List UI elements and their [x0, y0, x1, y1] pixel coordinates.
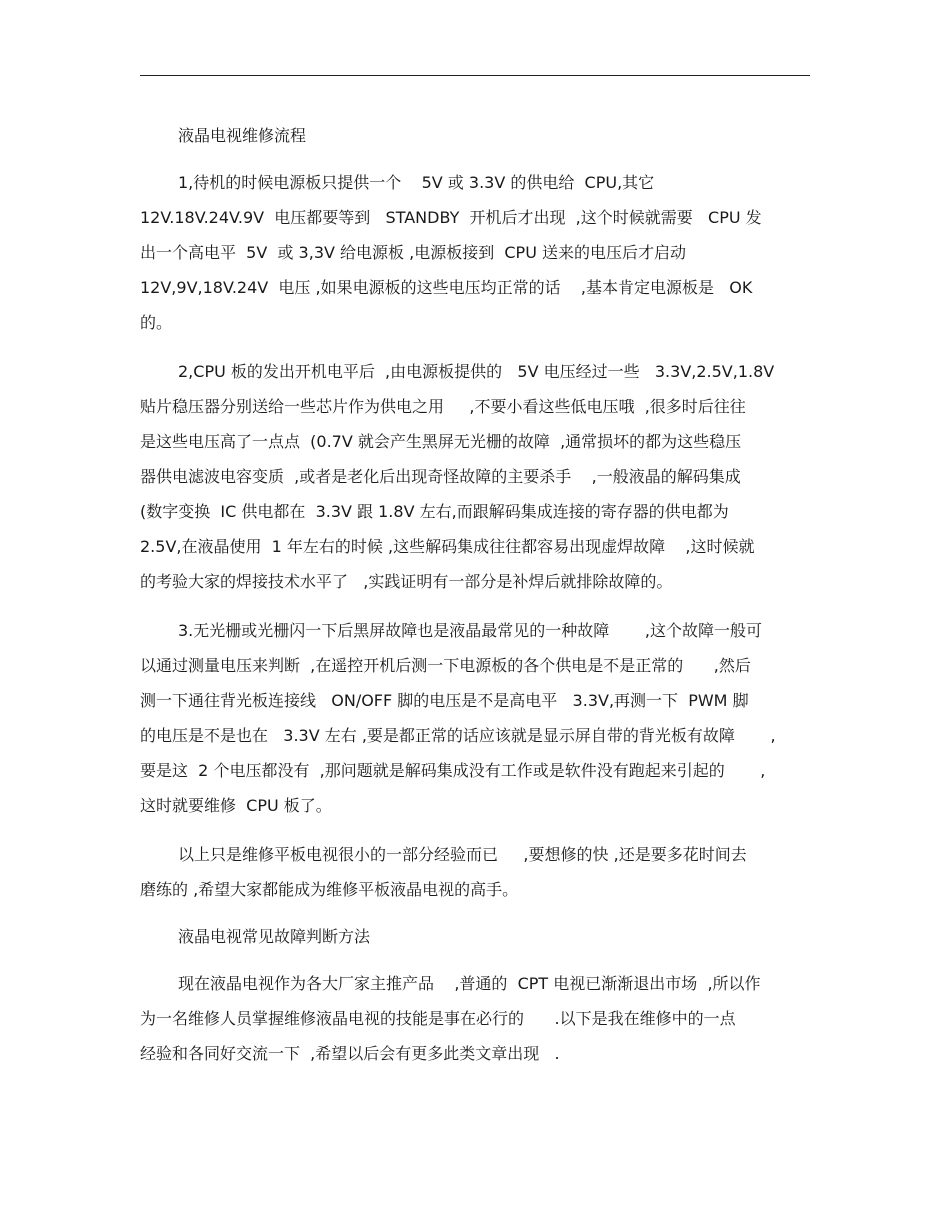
text-line: 2.5V,在液晶使用 1 年左右的时候 ,这些解码集成往往都容易出现虚焊故障 ,这时候就 [140, 537, 755, 556]
text-line: 12V.18V.24V.9V 电压都要等到 STANDBY 开机后才出现 ,这个时候就需要 CPU 发 [140, 208, 762, 227]
text-line: 磨练的 ,希望大家都能成为维修平板液晶电视的高手。 [140, 880, 519, 899]
text-line: 12V,9V,18V.24V 电压 ,如果电源板的这些电压均正常的话 ,基本肯定电源板是 OK [140, 278, 753, 297]
paragraph-summary [140, 837, 812, 907]
section-title-repair-process: 液晶电视维修流程 [178, 126, 307, 145]
text-line: 器供电滤波电容变质 ,或者是老化后出现奇怪故障的主要杀手 ,一般液晶的解码集成 [140, 467, 741, 486]
text-line: 是这些电压高了一点点 (0.7V 就会产生黑屏无光栅的故障 ,通常损坏的都为这些稳压 [140, 432, 742, 451]
paragraph-no-raster-fault [140, 613, 812, 823]
section-title-fault-diagnosis: 液晶电视常见故障判断方法 [178, 927, 371, 946]
paragraph-standby-power [140, 165, 812, 340]
text-line: 为一名维修人员掌握维修液晶电视的技能是事在必行的 .以下是我在维修中的一点 [140, 1009, 736, 1028]
text-line: 的电压是不是也在 3.3V 左右 ,要是都正常的话应该就是显示屏自带的背光板有故障 , [140, 726, 776, 745]
text-line: 测一下通往背光板连接线 ON/OFF 脚的电压是不是高电平 3.3V,再测一下 PWM 脚 [140, 691, 749, 710]
text-line: 3.无光栅或光栅闪一下后黑屏故障也是液晶最常见的一种故障 ,这个故障一般可 [178, 621, 762, 640]
text-line: 以通过测量电压来判断 ,在遥控开机后测一下电源板的各个供电是不是正常的 ,然后 [140, 656, 751, 675]
document-body [140, 118, 812, 1071]
text-line: 经验和各同好交流一下 ,希望以后会有更多此类文章出现 . [140, 1044, 560, 1063]
text-line: 1,待机的时候电源板只提供一个 5V 或 3.3V 的供电给 CPU,其它 [178, 173, 655, 192]
paragraph-low-voltage-supply [140, 354, 812, 599]
text-line: 2,CPU 板的发出开机电平后 ,由电源板提供的 5V 电压经过一些 3.3V,2.5V,1.8V [178, 362, 775, 381]
paragraph-introduction [140, 966, 812, 1071]
text-line: (数字变换 IC 供电都在 3.3V 跟 1.8V 左右,而跟解码集成连接的寄存器的供电都为 [140, 502, 729, 521]
text-line: 这时就要维修 CPU 板了。 [140, 796, 332, 815]
text-line: 以上只是维修平板电视很小的一部分经验而已 ,要想修的快 ,还是要多花时间去 [178, 845, 747, 864]
text-line: 的。 [140, 313, 173, 332]
text-line: 现在液晶电视作为各大厂家主推产品 ,普通的 CPT 电视已渐渐退出市场 ,所以作 [178, 974, 761, 993]
header-rule [140, 75, 810, 76]
text-line: 的考验大家的焊接技术水平了 ,实践证明有一部分是补焊后就排除故障的。 [140, 572, 673, 591]
text-line: 要是这 2 个电压都没有 ,那问题就是解码集成没有工作或是软件没有跑起来引起的 , [140, 761, 766, 780]
text-line: 出一个高电平 5V 或 3,3V 给电源板 ,电源板接到 CPU 送来的电压后才启动 [140, 243, 686, 262]
text-line: 贴片稳压器分别送给一些芯片作为供电之用 ,不要小看这些低电压哦 ,很多时后往往 [140, 397, 746, 416]
